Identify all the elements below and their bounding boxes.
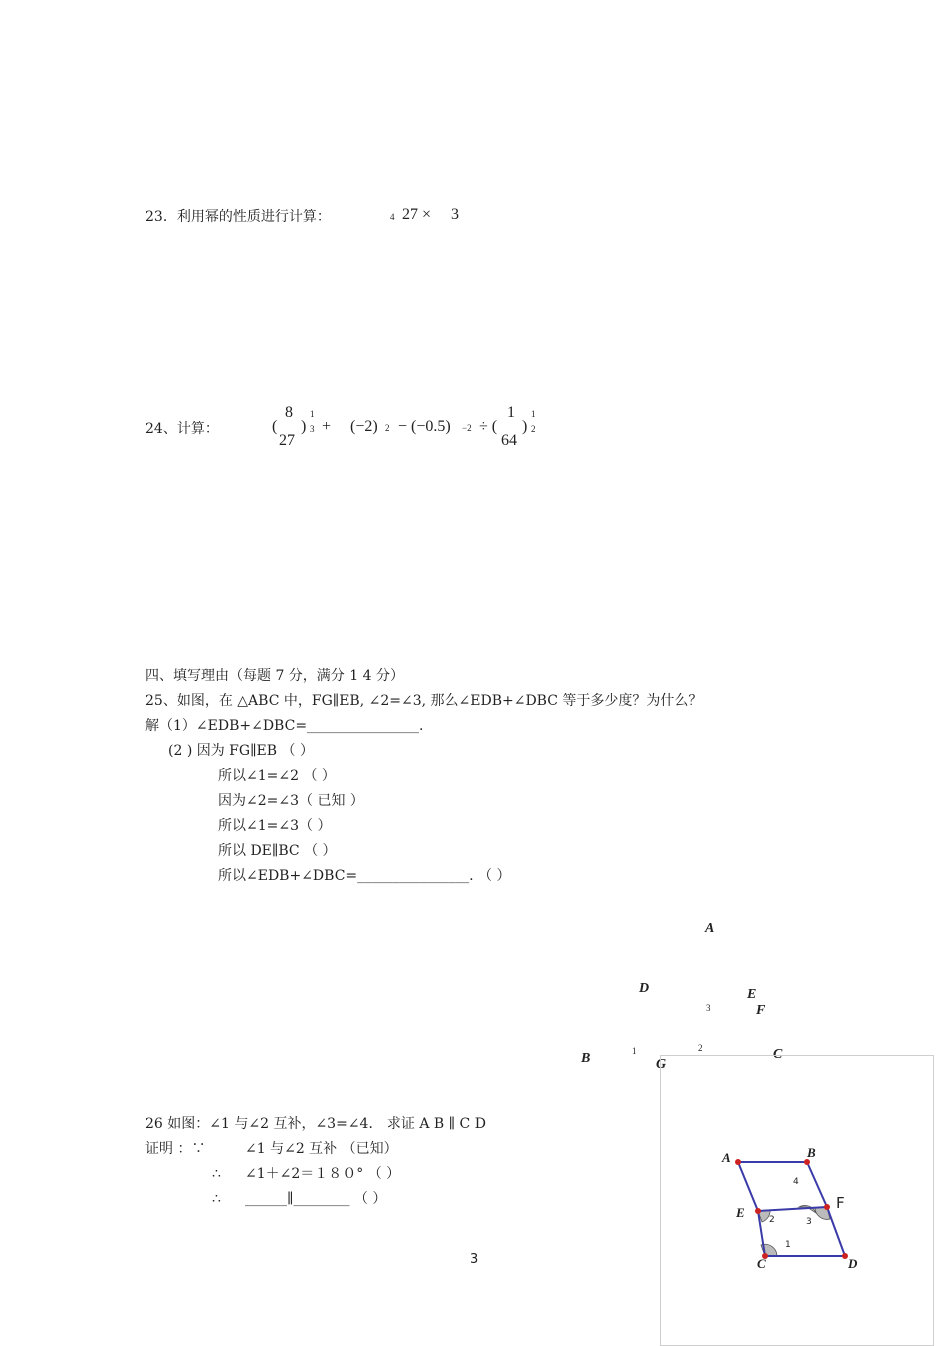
- q23-label: 23．利用幂的性质进行计算：: [145, 209, 331, 225]
- q25-point-b: B: [581, 1051, 591, 1066]
- q26-proof-label: 证明 ：∵: [145, 1141, 206, 1157]
- q24-num2: 1: [507, 404, 515, 421]
- q25-point-c: C: [773, 1047, 783, 1062]
- q24-exp1-num: 1: [310, 409, 315, 419]
- q24-den1: 27: [279, 432, 295, 449]
- q23-three: 3: [451, 206, 459, 223]
- q24-exp4-den: 2: [531, 424, 536, 434]
- page-number: 3: [470, 1252, 479, 1267]
- q24-minus: − (−0.5): [398, 418, 451, 435]
- q24-exp4-num: 1: [531, 409, 536, 419]
- q24-term2: (−2): [350, 418, 378, 435]
- q25-angle-3: 3: [706, 1003, 711, 1013]
- q25-angle-2: 2: [698, 1043, 703, 1053]
- q24-exp2: 2: [385, 423, 390, 433]
- q25-line-2: 所以∠1=∠2 （ ）: [218, 768, 336, 784]
- q26-angle-1: 1: [785, 1240, 791, 1250]
- q25-point-g: G: [656, 1057, 667, 1072]
- q26-point-a: A: [722, 1150, 731, 1165]
- q23-expr: 27 ×: [402, 206, 432, 223]
- q26-proof-2: ∠1＋∠2＝１８０° （ ）: [245, 1166, 401, 1182]
- q26-therefore-2: ∴: [212, 1191, 221, 1207]
- q24-exp1-den: 3: [310, 424, 315, 434]
- section-title: 四、填写理由（每题 7 分，满分 1 4 分）: [145, 668, 404, 684]
- q24-rparen1: ): [301, 418, 307, 435]
- q24-label: 24、计算：: [145, 421, 219, 437]
- q25-line-5: 所以 DE∥BC （ ）: [218, 843, 337, 859]
- q25-question: 25、如图，在 △ABC 中，FG∥EB, ∠2=∠3, 那么∠EDB+∠DBC 等于多少度？为什么？: [145, 693, 703, 709]
- q24-num1: 8: [285, 404, 293, 421]
- q25-line-3: 因为∠2=∠3（ 已知 ）: [218, 793, 364, 809]
- q25-line-1: (2 ) 因为 FG∥EB （ ）: [168, 743, 314, 759]
- q26-question: 26 如图：∠1 与∠2 互补，∠3=∠4． 求证 A B ∥ C D: [145, 1116, 486, 1132]
- q26-point-c: C: [757, 1256, 766, 1271]
- q25-angle-1: 1: [632, 1046, 637, 1056]
- point-f-dot: [824, 1204, 830, 1210]
- q26-point-b: B: [807, 1145, 816, 1160]
- q25-line-6: 所以∠EDB+∠DBC=________________. （ ）: [218, 868, 511, 884]
- q26-angle-3: 3: [806, 1217, 812, 1227]
- point-a-dot: [735, 1159, 741, 1165]
- q26-proof-1: ∠1 与∠2 互补 （已知）: [245, 1141, 398, 1157]
- q26-angle-4: 4: [793, 1177, 799, 1187]
- q25-line-4: 所以∠1=∠3（ ）: [218, 818, 332, 834]
- q24-den2: 64: [501, 432, 517, 449]
- q24-div: ÷ (: [479, 418, 498, 435]
- q26-point-f: F: [836, 1194, 845, 1212]
- q26-point-e: E: [736, 1205, 745, 1220]
- q26-point-d: D: [848, 1256, 858, 1271]
- q24-rparen2: ): [522, 418, 528, 435]
- q25-point-f: F: [756, 1003, 766, 1018]
- segment-fd: [827, 1207, 845, 1256]
- segment-bf: [807, 1162, 827, 1207]
- q26-figure: [660, 1055, 932, 1344]
- q24-exp3: −2: [462, 423, 472, 433]
- point-e-dot: [755, 1208, 761, 1214]
- q25-point-e: E: [747, 987, 757, 1002]
- q26-proof-3: ______∥________ （ ）: [245, 1191, 387, 1207]
- q25-point-d: D: [639, 981, 650, 996]
- q25-point-a: A: [705, 921, 715, 936]
- segment-ae: [738, 1162, 758, 1211]
- q26-angle-2: 2: [769, 1215, 775, 1225]
- q23-root-index: 4: [390, 212, 395, 222]
- q24-lparen1: (: [272, 418, 278, 435]
- q25-answer-1: 解（1）∠EDB+∠DBC=________________.: [145, 718, 424, 734]
- q26-therefore-1: ∴: [212, 1166, 221, 1182]
- q24-plus: +: [322, 418, 332, 435]
